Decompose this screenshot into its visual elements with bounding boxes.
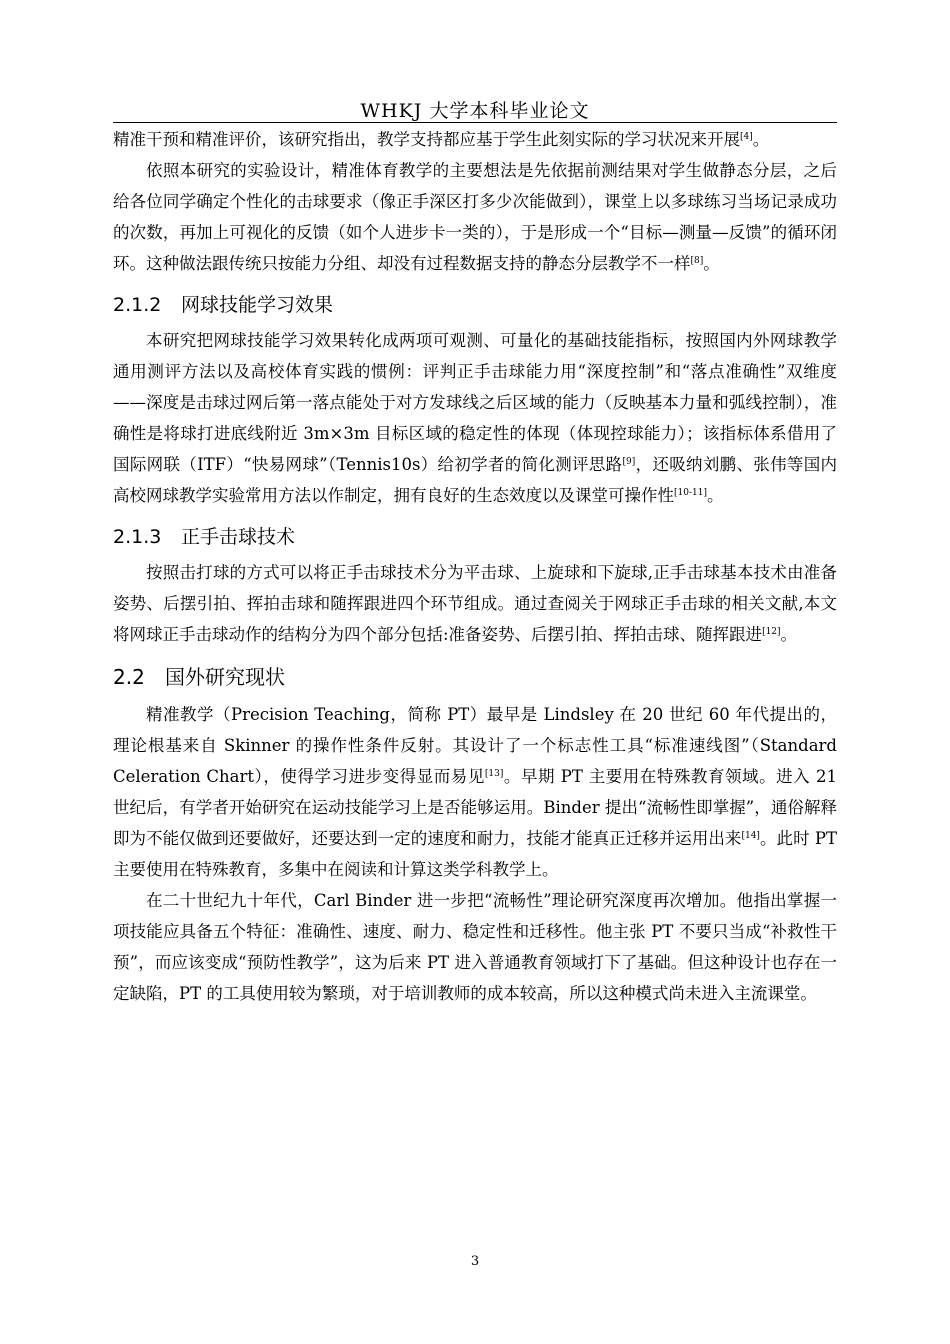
citation: [12] <box>762 627 781 637</box>
page-number: 3 <box>470 1254 480 1269</box>
paragraph <box>113 885 837 1009</box>
paragraph-text: ，还吸纳刘鹏、张伟等国内高校网球教学实验常用方法以作制定，拥有良好的生态效度以及课堂可操作性 <box>113 455 838 505</box>
citation: [4] <box>740 132 753 142</box>
citation: [9] <box>622 457 636 467</box>
page-header: WHKJ 大学本科毕业论文 <box>360 100 590 122</box>
section-heading-2-1-3 <box>113 522 837 552</box>
section-heading-2-1-2 <box>113 290 837 320</box>
section-number: 2.1.2 <box>113 294 162 316</box>
paragraph-text: 精准干预和精准评价，该研究指出，教学支持都应基于学生此刻实际的学习状况来开展 <box>113 130 740 149</box>
paragraph <box>113 325 837 511</box>
section-title: 正手击球技术 <box>181 526 296 548</box>
citation: [14] <box>741 831 760 841</box>
section-title: 国外研究现状 <box>165 665 285 689</box>
body-text <box>113 124 837 1009</box>
paragraph <box>113 155 837 279</box>
paragraph-tail: 。 <box>780 625 798 644</box>
paragraph-text: 按照击打球的方式可以将正手击球技术分为平击球、上旋球和下旋球,正手击球基本技术由准备姿势、后摆引拍、挥拍击球和随挥跟进四个环节组成。通过查阅关于网球正手击球的相关文献,本文将网球正手击球动作的结构分为四个部分包括:准备姿势、后摆引拍、挥拍击球、随挥跟进 <box>113 563 837 644</box>
paragraph-continued <box>113 124 837 155</box>
paragraph-text: 依照本研究的实验设计，精准体育教学的主要想法是先依据前测结果对学生做静态分层，之后给各位同学确定个性化的击球要求（像正手深区打多少次能做到），课堂上以多球练习当场记录成功的次数，再加上可视化的反馈（如个人进步卡一类的），于是形成一个“目标—测量—反馈”的循环闭环。这种做法跟传统只按能力分组、却没有过程数据支持的静态分层教学不一样 <box>113 161 837 273</box>
paragraph-text: 。早期 PT 主要用在特殊教育领域。进入 21 世纪后，有学者开始研究在运动技能学习上是否能够运用。Binder 提出“流畅性即掌握”，通俗解释即为不能仅做到还要做好，还要达到一定的速度和耐力，技能才能真正迁移并运用出来 <box>113 767 837 848</box>
paragraph-text: 。此时 PT 主要使用在特殊教育，多集中在阅读和计算这类学科教学上。 <box>113 829 837 879</box>
section-number: 2.1.3 <box>113 526 162 548</box>
paragraph-text: 在二十世纪九十年代，Carl Binder 进一步把“流畅性”理论研究深度再次增加。他指出掌握一项技能应具备五个特征：准确性、速度、耐力、稳定性和迁移性。他主张 PT 不要只当成“补救性干预”，而应该变成“预防性教学”，这为后来 PT 进入普通教育领域打下了基础。但这种设计也存在一定缺陷，PT 的工具使用较为繁琐，对于培训教师的成本较高，所以这种模式尚未进入主流课堂。 <box>113 891 837 1003</box>
header-rule <box>113 122 837 123</box>
paragraph-tail: 。 <box>706 486 724 505</box>
paragraph <box>113 699 837 885</box>
citation: [13] <box>484 769 504 779</box>
paragraph <box>113 557 837 650</box>
paragraph-tail: 。 <box>703 254 720 273</box>
citation: [10-11] <box>674 488 707 498</box>
citation: [8] <box>690 256 704 266</box>
paragraph-text: 精准教学（Precision Teaching，简称 PT）最早是 Lindsley 在 20 世纪 60 年代提出的，理论根基来自 Skinner 的操作性条件反射。其设计了一个标志性工具“标准速线图”（Standard Celeration Chart），使得学习进步变得显而易见 <box>113 705 837 786</box>
section-number: 2.2 <box>113 665 145 689</box>
section-title: 网球技能学习效果 <box>181 294 334 316</box>
paragraph-text: 本研究把网球技能学习效果转化成两项可观测、可量化的基础技能指标，按照国内外网球教学通用测评方法以及高校体育实践的惯例：评判正手击球能力用“深度控制”和“落点准确性”双维度——深度是击球过网后第一落点能处于对方发球线之后区域的能力（反映基本力量和弧线控制），准确性是将球打进底线附近 3m×3m 目标区域的稳定性的体现（体现控球能力）；该指标体系借用了国际网联（ITF）“快易网球”（Tennis10s）给初学者的简化测评思路 <box>113 331 837 474</box>
section-heading-2-2 <box>113 661 837 693</box>
paragraph-tail: 。 <box>752 130 770 149</box>
